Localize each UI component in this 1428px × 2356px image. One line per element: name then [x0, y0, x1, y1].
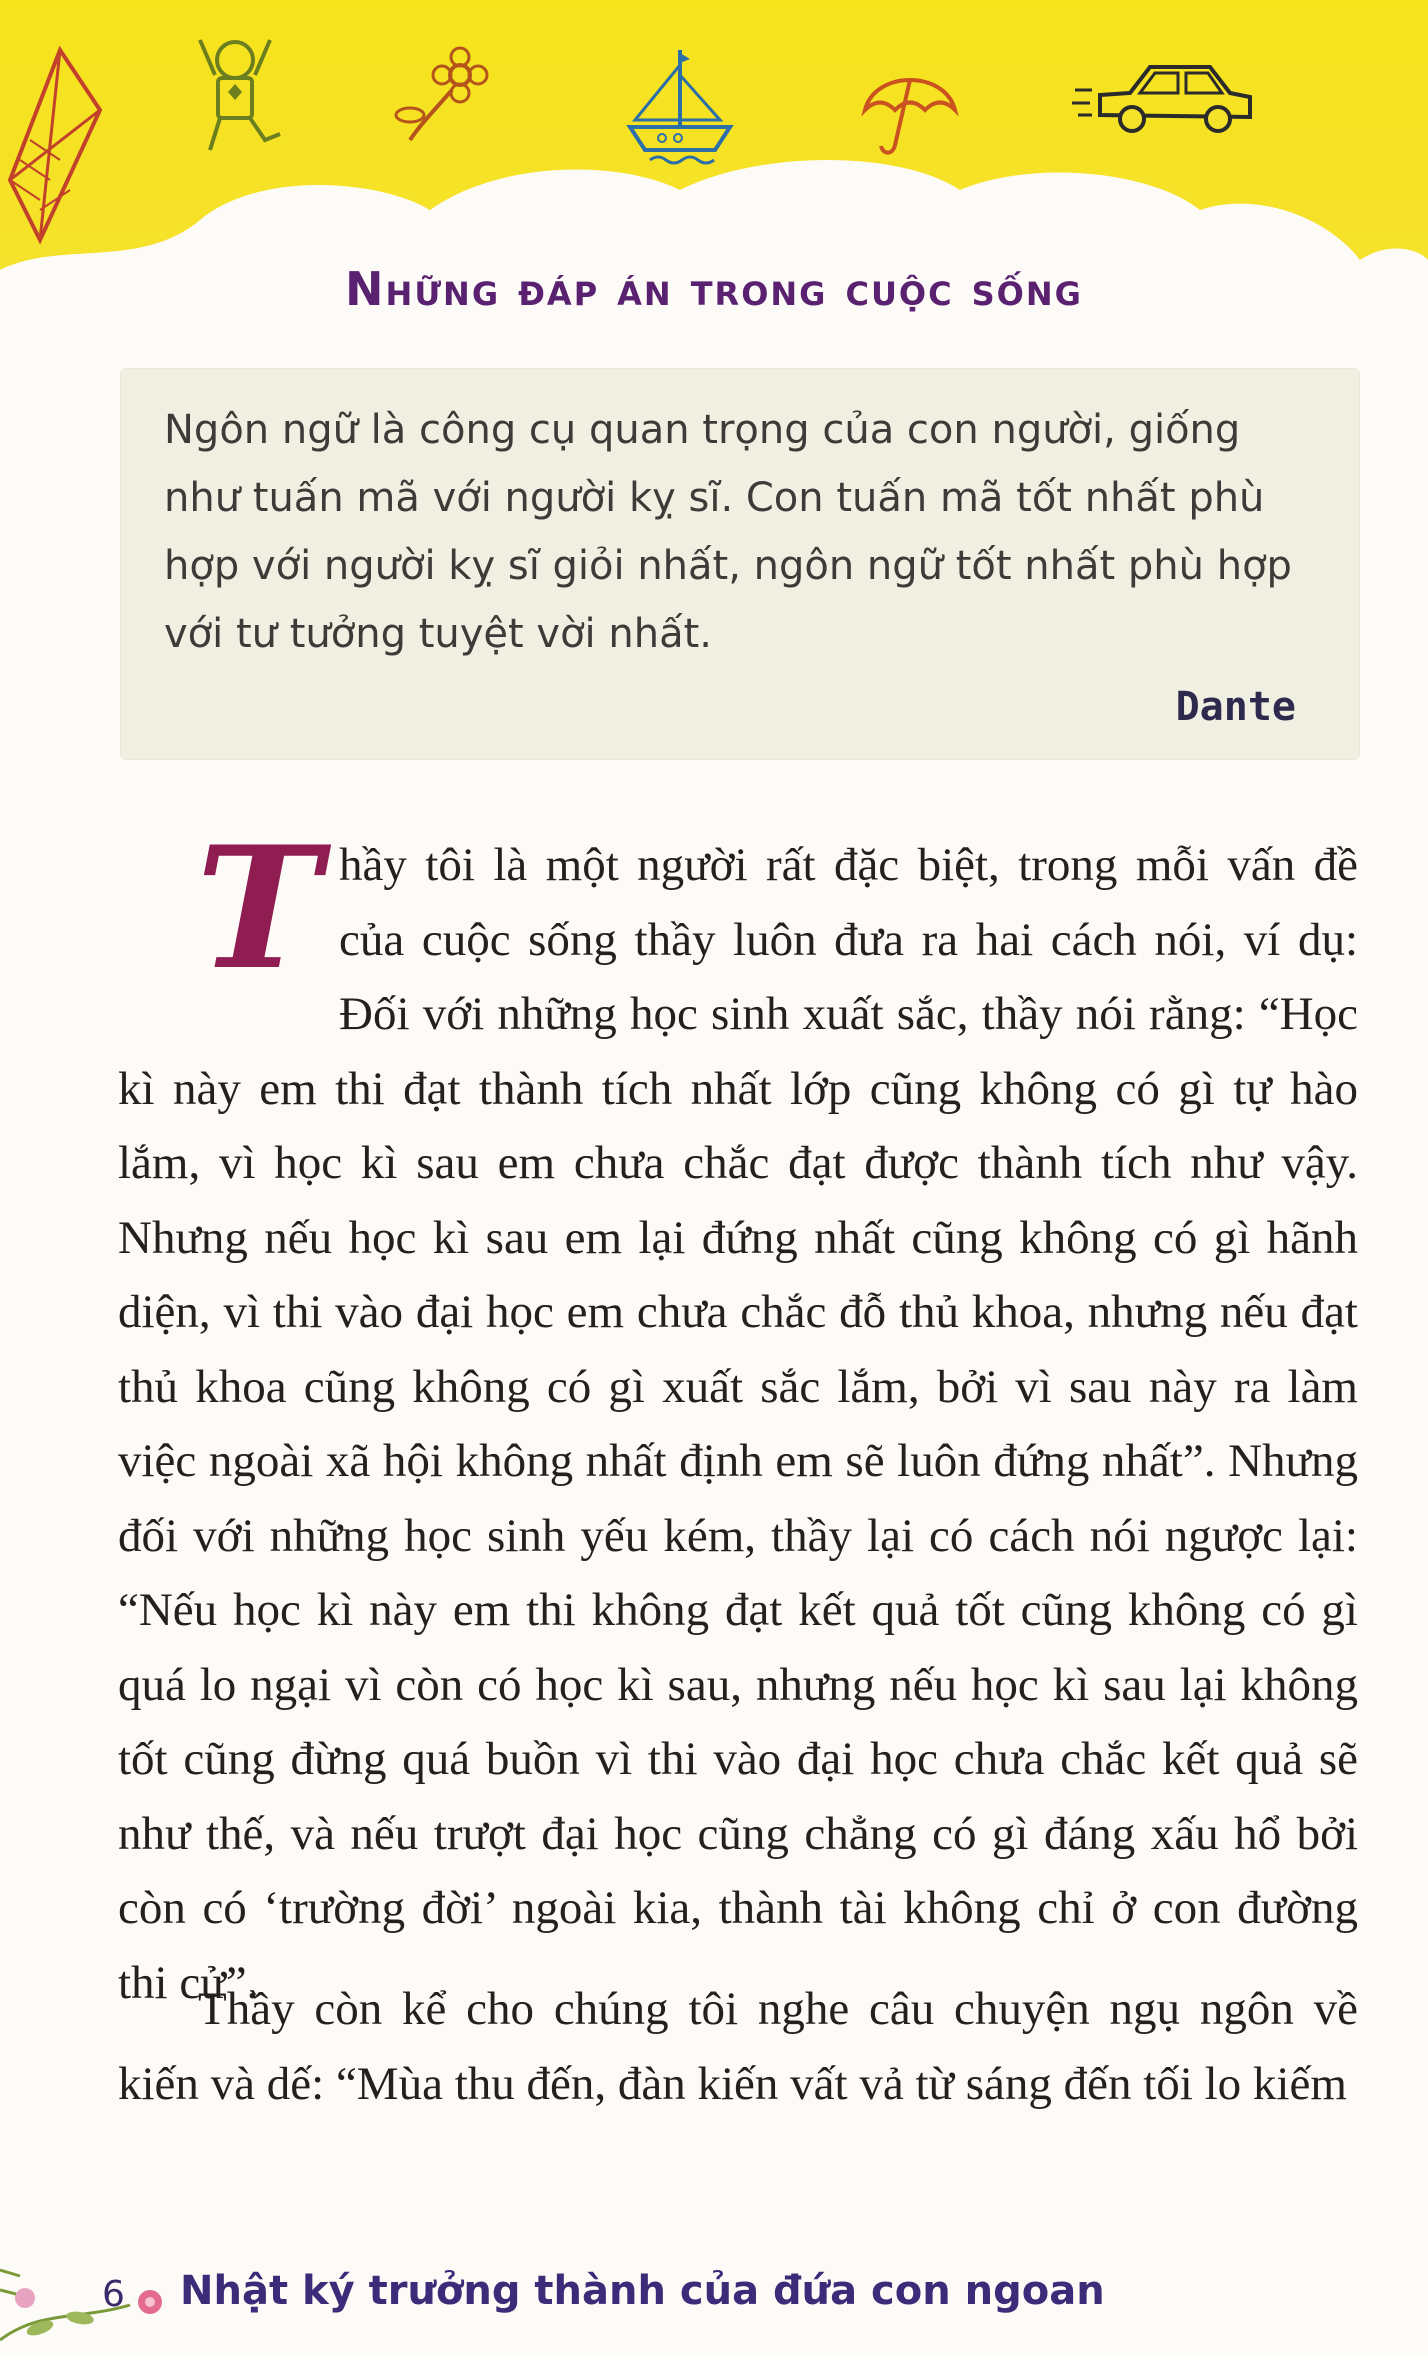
- paragraph-2-text: Thầy còn kể cho chúng tôi nghe câu chuyện ngụ ngôn về kiến và dế: “Mùa thu đến, đàn kiến vất vả từ sáng đến tối lo kiếm: [118, 1983, 1358, 2110]
- page-title: Những đáp án trong cuộc sống: [345, 262, 1083, 316]
- page-number: 6: [102, 2274, 125, 2315]
- flower-decoration-icon: [0, 2250, 180, 2356]
- quote-author: Dante: [1175, 684, 1296, 730]
- drop-cap: T: [196, 809, 322, 1007]
- quote-box: [120, 368, 1360, 760]
- car-icon: [1070, 55, 1260, 145]
- sailboat-icon: [620, 45, 740, 170]
- book-title: Nhật ký trưởng thành của đứa con ngoan: [180, 2268, 1105, 2314]
- paragraph-1-text: hầy tôi là một người rất đặc biệt, trong mỗi vấn đề của cuộc sống thầy luôn đưa ra hai cách nói, ví dụ: Đối với những học sinh xuất sắc, thầy nói rằng: “Học kì này em thi đạt thành tích nhất lớp cũng không có gì tự hào lắm, vì học kì sau em chưa chắc đạt được thành tích như vậy. Nhưng nếu học kì sau em lại đứng nhất cũng không có gì hãnh diện, vì thi vào đại học em chưa chắc đỗ thủ khoa, nhưng nếu đạt thủ khoa cũng không có gì xuất sắc lắm, bởi vì sau này ra làm việc ngoài xã hội không nhất định em sẽ luôn đứng nhất”. Nhưng đối với những học sinh yếu kém, thầy lại có cách nói ngược lại: “Nếu học kì này em thi không đạt kết quả tốt cũng không có gì quá lo ngại vì còn có học kì sau, nhưng nếu học kì sau lại không tốt cũng đừng quá buồn vì thi vào đại học chưa chắc kết quả sẽ như thế, và nếu trượt đại học cũng chẳng có gì đáng xấu hổ bởi còn có ‘trường đời’ ngoài kia, thành tài không chỉ ở con đường thi cử”.: [118, 839, 1358, 2009]
- flower-icon: [390, 45, 500, 145]
- umbrella-icon: [855, 60, 965, 160]
- body-paragraph-1: [118, 809, 1358, 2020]
- child-icon: [180, 30, 290, 160]
- body-paragraph-2: [118, 1972, 1358, 2121]
- kite-icon: [0, 40, 110, 260]
- quote-text: Ngôn ngữ là công cụ quan trọng của con người, giống như tuấn mã với người kỵ sĩ. Con tuấn mã tốt nhất phù hợp với người kỵ sĩ giỏi nhất, ngôn ngữ tốt nhất phù hợp với tư tưởng tuyệt vời nhất.: [164, 407, 1292, 657]
- page-footer: [0, 2250, 1428, 2356]
